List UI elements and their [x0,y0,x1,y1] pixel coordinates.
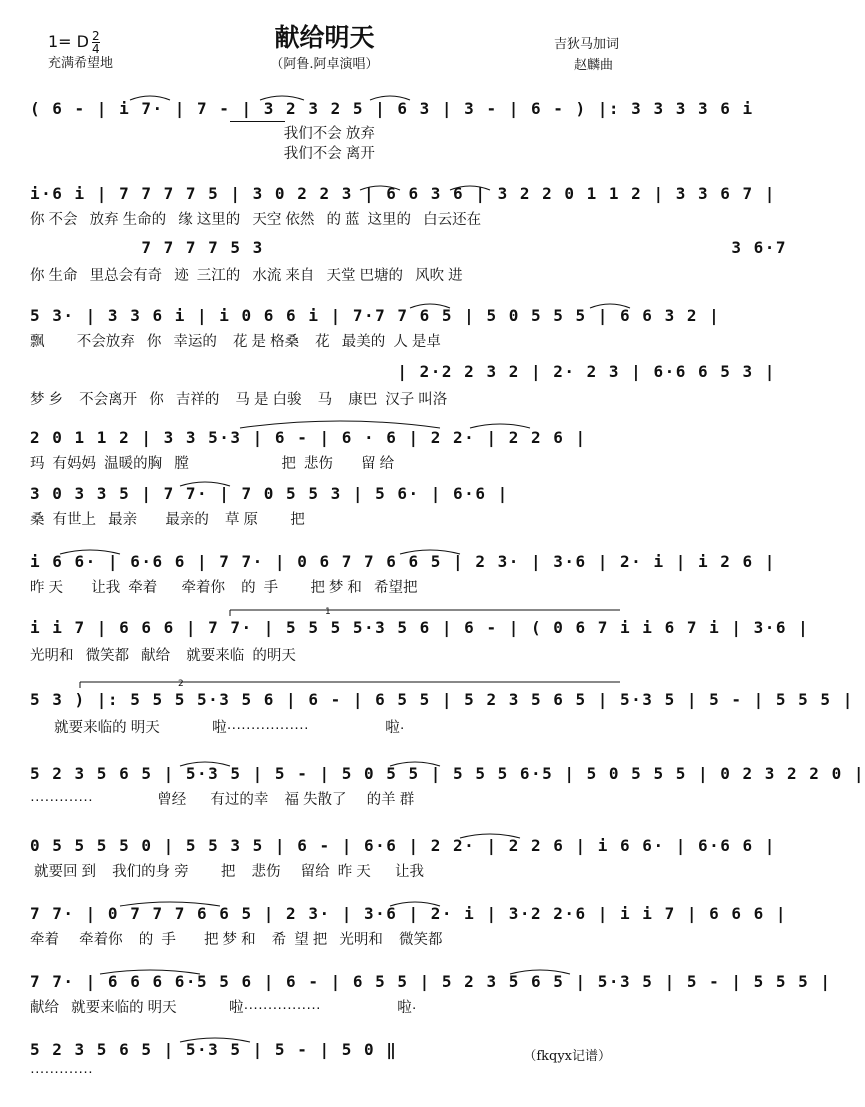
lyric-line-1: 就要来临的 明天 啦················· 啦· [30,720,405,736]
lyric-line-1: 昨 天 让我 牵着 牵着你 的 手 把 梦 和 希望把 [30,580,418,596]
notation-line: 2 0 1 1 2 | 3 3 5·3 | 6 - | 6 · 6 | 2 2· | 2 2 6 | [30,428,587,447]
tempo-marking: 充满希望地 [48,56,114,71]
notation-line: 7 7· | 6 6 6 6·5 5 6 | 6 - | 6 5 5 | 5 2 3 5 6 5 | 5·3 5 | 5 - | 5 5 5 | [30,972,832,991]
lyric-line-1: 飘 不会放弃 你 幸运的 花 是 格桑 花 最美的 人 是卓 [30,334,441,350]
lyric-line-1: 牵着 牵着你 的 手 把 梦 和 希 望 把 光明和 微笑都 [30,932,443,948]
notation-line: 5 3 ) |: 5 5 5 5·3 5 6 | 6 - | 6 5 5 | 5 2 3 5 6 5 | 5·3 5 | 5 - | 5 5 5 | [30,690,854,709]
lyric-line-1: 就要回 到 我们的身 旁 把 悲伤 留给 昨 天 让我 [30,864,424,880]
time-bottom: 4 [92,42,100,56]
notation-line: i 6 6· | 6·6 6 | 7 7· | 0 6 7 7 6 6 5 | 2 3· | 3·6 | 2· i | i 2 6 | [30,552,776,571]
notation-line: i·6 i | 7 7 7 7 5 | 3 0 2 2 3 | 6 6 3 6 | 3 2 2 0 1 1 2 | 3 3 6 7 | [30,184,776,203]
svg-text:1: 1 [325,607,331,617]
notation-line: 3 0 3 3 5 | 7 7· | 7 0 5 5 3 | 5 6· | 6·6 | [30,484,509,503]
lyric-line-1: 玛 有妈妈 温暖的胸 膛 把 悲伤 留 给 [30,456,395,472]
notation-line: 0 5 5 5 5 0 | 5 5 3 5 | 6 - | 6·6 | 2 2· | 2 2 6 | i 6 6· | 6·6 6 | [30,836,776,855]
time-top: 2 [92,29,100,43]
lyric-line-1: ············· [30,1064,93,1080]
notation-line-alt: | 2·2 2 3 2 | 2· 2 3 | 6·6 6 5 3 | [30,362,776,381]
lyricist: 吉狄马加词 [553,37,619,52]
transcriber-credit: （fkqyx记谱） [523,1049,611,1064]
lyric-line-2: 梦 乡 不会离开 你 吉祥的 马 是 白骏 马 康巴 汉子 叫洛 [30,392,448,408]
lyric-line-1: 光明和 微笑都 献给 就要来临 的明天 [30,648,296,664]
lyric-line-1: 献给 就要来临的 明天 啦················ 啦· [30,1000,417,1016]
notation-line: 7 7· | 0 7 7 7 6 6 5 | 2 3· | 3·6 | 2· i | 3·2 2·6 | i i 7 | 6 6 6 | [30,904,788,923]
notation-line-alt: 7 7 7 7 5 3 3 6·7 [30,238,788,257]
lyric-line-1: 我们不会 放弃 [30,126,375,142]
notation-line: i i 7 | 6 6 6 | 7 7· | 5 5 5 5·3 5 6 | 6 - | ( 0 6 7 i i 6 7 i | 3·6 | [30,618,810,637]
notation-line: 5 3· | 3 3 6 i | i 0 6 6 i | 7·7 7 6 5 | 5 0 5 5 5 | 6 6 3 2 | [30,306,721,325]
lyric-line-2: 你 生命 里总会有奇 迹 三江的 水流 来自 天堂 巴塘的 风吹 进 [30,268,463,284]
lyric-line-1: 你 不会 放弃 生命的 缘 这里的 天空 依然 的 蓝 这里的 白云还在 [30,212,482,228]
lyric-line-1: 桑 有世上 最亲 最亲的 草 原 把 [30,512,305,528]
composer: 赵麟曲 [573,58,613,73]
lyric-line-2: 我们不会 离开 [30,146,375,162]
song-title: 献给明天 [274,23,375,52]
notation-line: 5 2 3 5 6 5 | 5·3 5 | 5 - | 5 0 ‖ [30,1040,398,1059]
notation-line: 5 2 3 5 6 5 | 5·3 5 | 5 - | 5 0 5 5 | 5 5 5 6·5 | 5 0 5 5 5 | 0 2 3 2 2 0 | [30,764,865,783]
notation-line: ( 6 - | i 7· | 7 - | 3 2 3 2 5 | 6 3 | 3 - | 6 - ) |: 3 3 3 3 6 i [30,99,754,118]
lyric-line-1: ············· 曾经 有过的幸 福 失散了 的羊 群 [30,792,415,808]
key-label: 1= D [48,32,89,51]
svg-text:2: 2 [178,679,184,689]
performers: （阿鲁.阿卓演唱） [270,57,379,72]
